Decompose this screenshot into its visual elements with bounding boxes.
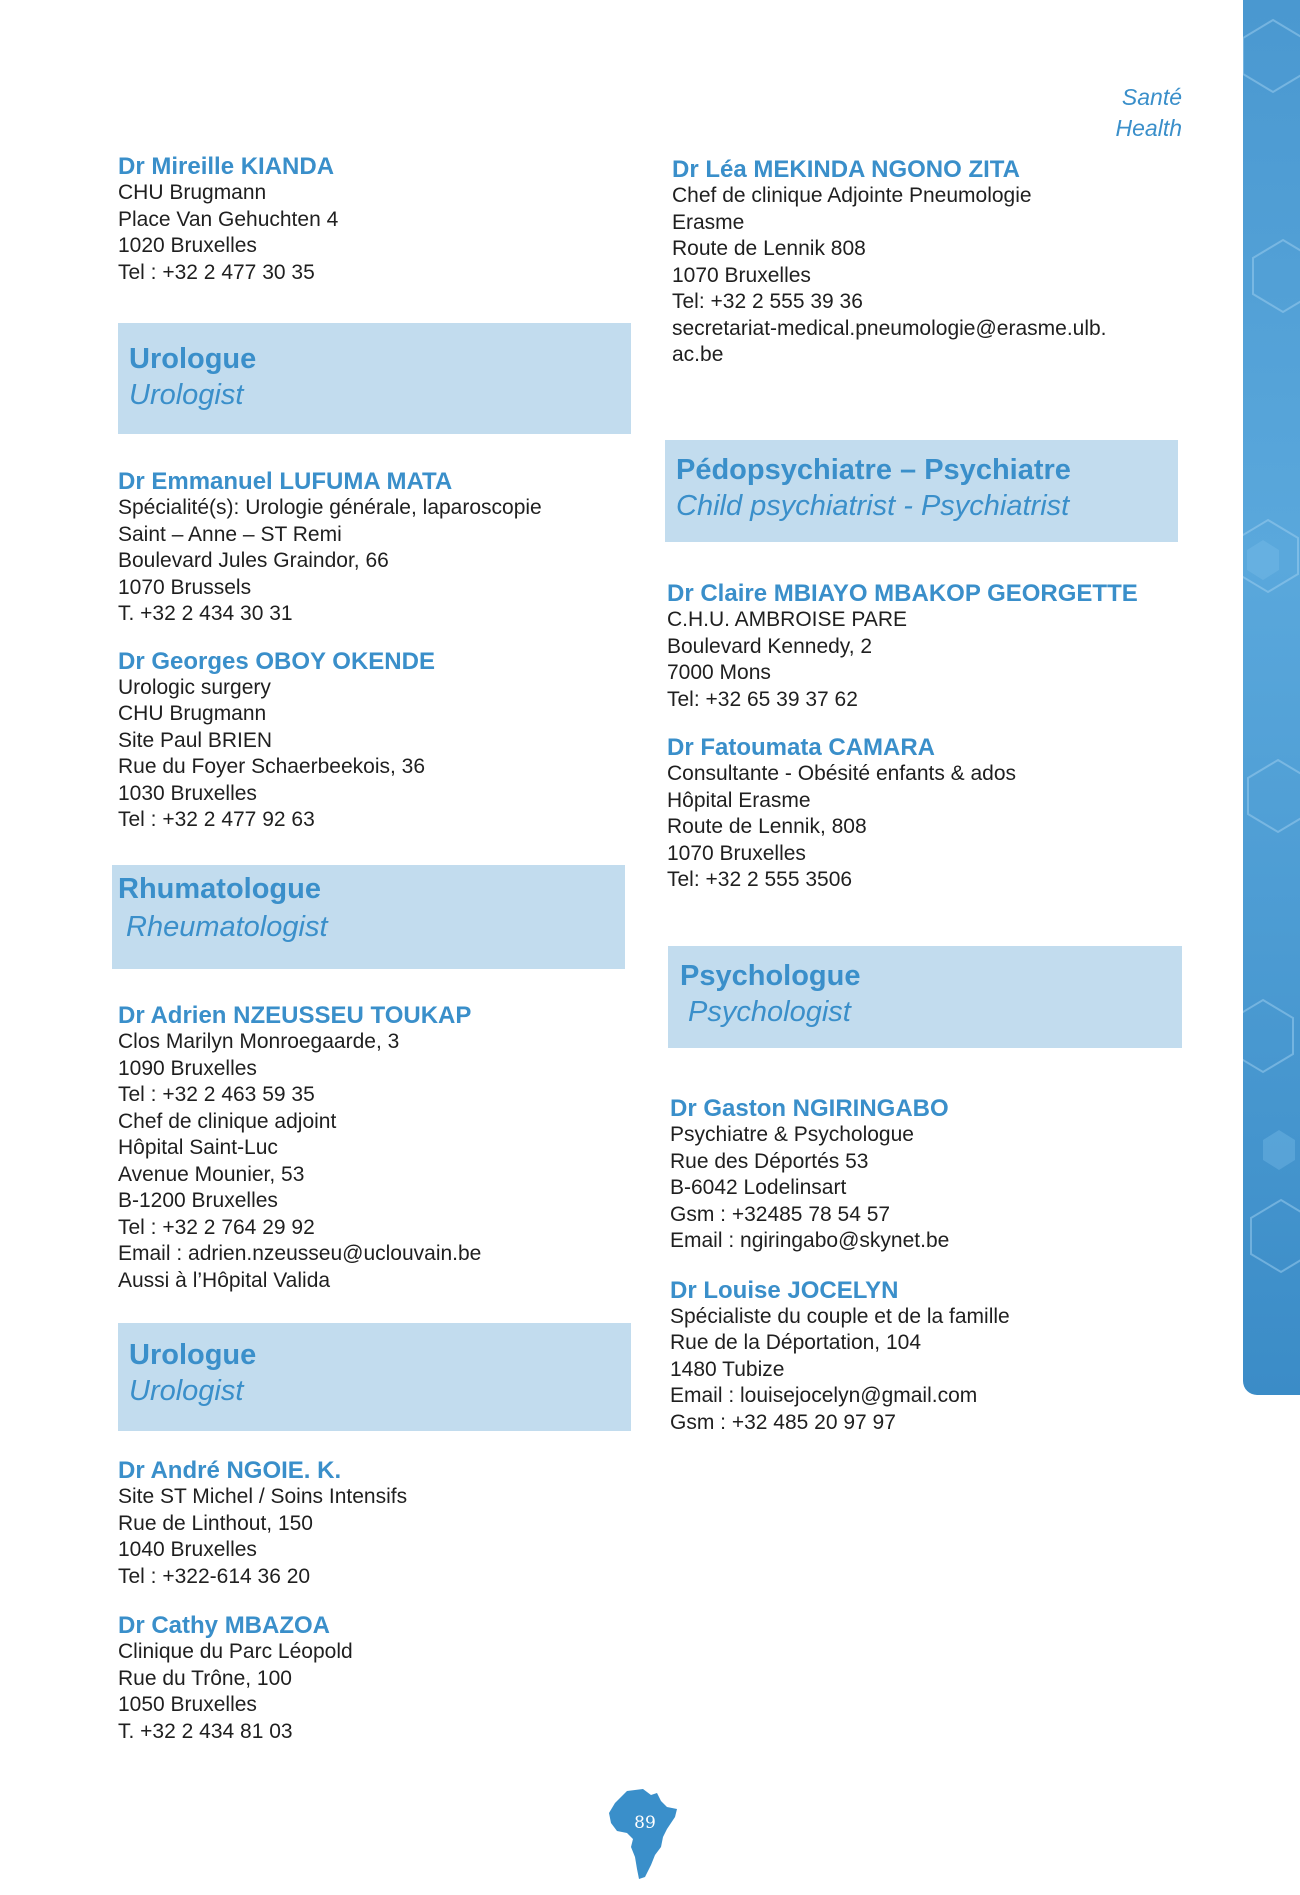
right-column-2 bbox=[667, 580, 1138, 894]
entry-line: 1050 Bruxelles bbox=[118, 1693, 257, 1716]
entry-line: Tel: +32 2 555 39 36 bbox=[672, 290, 863, 313]
entry-line: Email : ngiringabo@skynet.be bbox=[670, 1229, 950, 1252]
entry-line: Tel : +32 2 463 59 35 bbox=[118, 1083, 315, 1106]
decorative-side-band bbox=[1243, 0, 1300, 1395]
entry-line: Hôpital Erasme bbox=[667, 788, 811, 812]
doctor-name: Dr André NGOIE. K. bbox=[118, 1457, 342, 1484]
entry-line: Chef de clinique Adjointe Pneumologie bbox=[672, 184, 1032, 207]
header-sante: Santé bbox=[1121, 84, 1182, 110]
doctor-entry-mekinda bbox=[672, 156, 1107, 369]
entry-line: 1040 Bruxelles bbox=[118, 1538, 257, 1561]
entry-line: Clos Marilyn Monroegaarde, 3 bbox=[118, 1030, 400, 1053]
entry-line: Tel : +32 2 477 30 35 bbox=[118, 260, 315, 284]
entry-line: 1020 Bruxelles bbox=[118, 234, 257, 257]
page-number-badge bbox=[605, 1785, 685, 1895]
doctor-entry-nzeusseu bbox=[118, 1002, 481, 1294]
doctor-entry-oboy bbox=[118, 648, 542, 834]
doctor-name: Dr Georges OBOY OKENDE bbox=[118, 647, 435, 675]
entry-line: Rue de Linthout, 150 bbox=[118, 1511, 313, 1535]
section-urologue-1 bbox=[118, 323, 631, 434]
entry-line: Rue du Trône, 100 bbox=[118, 1666, 292, 1690]
doctor-name: Dr Fatoumata CAMARA bbox=[667, 734, 936, 761]
doctor-name: Dr Claire MBIAYO MBAKOP GEORGETTE bbox=[667, 580, 1138, 607]
entry-line: B-1200 Bruxelles bbox=[118, 1189, 278, 1212]
entry-line: Avenue Mounier, 53 bbox=[118, 1162, 305, 1186]
page-number: 89 bbox=[634, 1813, 656, 1833]
entry-line: 1480 Tubize bbox=[670, 1357, 785, 1381]
entry-line: Tel: +32 2 555 3506 bbox=[667, 868, 853, 891]
africa-map-icon bbox=[605, 1785, 685, 1885]
entry-line: Email : louisejocelyn@gmail.com bbox=[670, 1384, 978, 1407]
entry-line: Chef de clinique adjoint bbox=[118, 1109, 337, 1133]
entry-line: C.H.U. AMBROISE PARE bbox=[667, 608, 907, 631]
entry-line: Psychiatre & Psychologue bbox=[670, 1123, 914, 1146]
entry-line: 1070 Bruxelles bbox=[672, 263, 811, 287]
doctor-name: Dr Emmanuel LUFUMA MATA bbox=[118, 468, 453, 495]
section-title-en: Urologist bbox=[129, 379, 244, 411]
section-title-fr: Pédopsychiatre – Psychiatre bbox=[676, 454, 1071, 486]
hexagon-pattern-icon bbox=[1243, 0, 1300, 1395]
right-column-3 bbox=[670, 1095, 1010, 1436]
header-health: Health bbox=[1115, 115, 1182, 141]
doctor-entry-lufuma bbox=[118, 468, 542, 628]
entry-line: Gsm : +32 485 20 97 97 bbox=[670, 1410, 896, 1434]
entry-line: Boulevard Jules Graindor, 66 bbox=[118, 549, 389, 572]
entry-line: Route de Lennik 808 bbox=[672, 237, 866, 260]
page-header bbox=[1116, 82, 1182, 144]
section-title-en: Rheumatologist bbox=[126, 911, 328, 943]
entry-line: Erasme bbox=[672, 210, 745, 234]
doctor-name: Dr Gaston NGIRINGABO bbox=[670, 1095, 949, 1122]
doctor-name: Dr Adrien NZEUSSEU TOUKAP bbox=[118, 1002, 472, 1029]
doctor-name: Dr Mireille KIANDA bbox=[118, 153, 335, 180]
section-title-fr: Psychologue bbox=[680, 960, 861, 992]
left-column bbox=[118, 153, 338, 286]
entry-line: 1030 Bruxelles bbox=[118, 781, 257, 805]
section-pedopsychiatre bbox=[665, 440, 1178, 542]
section-title-en: Psychologist bbox=[680, 996, 851, 1028]
entry-line: Gsm : +32485 78 54 57 bbox=[670, 1202, 891, 1226]
doctor-entry-ngoie bbox=[118, 1457, 407, 1590]
entry-line: Rue des Déportés 53 bbox=[670, 1149, 869, 1173]
entry-line: Aussi à l’Hôpital Valida bbox=[118, 1268, 331, 1292]
entry-line: 7000 Mons bbox=[667, 661, 771, 684]
entry-line: secretariat-medical.pneumologie@erasme.ulb. bbox=[672, 316, 1107, 340]
entry-line: ac.be bbox=[672, 343, 724, 366]
right-column bbox=[672, 156, 1107, 369]
section-title-en: Urologist bbox=[129, 1375, 244, 1407]
entry-line: Consultante - Obésité enfants & ados bbox=[667, 762, 1017, 785]
entry-line: 1070 Brussels bbox=[118, 575, 252, 599]
doctor-entry-ngiringabo bbox=[670, 1095, 1010, 1255]
section-rhumatologue bbox=[112, 865, 625, 969]
section-title-fr: Rhumatologue bbox=[118, 873, 321, 905]
entry-line: Clinique du Parc Léopold bbox=[118, 1640, 353, 1663]
entry-line: Rue du Foyer Schaerbeekois, 36 bbox=[118, 755, 426, 778]
entry-line: Site ST Michel / Soins Intensifs bbox=[118, 1485, 408, 1508]
section-title-fr: Urologue bbox=[129, 1339, 257, 1371]
entry-line: 1070 Bruxelles bbox=[667, 841, 806, 865]
doctor-entry-jocelyn bbox=[670, 1277, 1010, 1437]
left-column-2 bbox=[118, 468, 542, 834]
entry-line: Spécialité(s): Urologie générale, laparoscopie bbox=[118, 496, 542, 519]
doctor-entry-mbiayo bbox=[667, 580, 1138, 713]
entry-line: Tel : +32 2 477 92 63 bbox=[118, 808, 315, 831]
entry-line: B-6042 Lodelinsart bbox=[670, 1176, 847, 1199]
section-psychologue bbox=[668, 946, 1182, 1048]
section-urologue-2 bbox=[118, 1323, 631, 1431]
entry-line: Email : adrien.nzeusseu@uclouvain.be bbox=[118, 1242, 482, 1265]
entry-line: Tel : +32 2 764 29 92 bbox=[118, 1215, 315, 1239]
entry-line: CHU Brugmann bbox=[118, 702, 267, 725]
entry-line: 1090 Bruxelles bbox=[118, 1056, 257, 1080]
left-column-4 bbox=[118, 1457, 407, 1745]
entry-line: Place Van Gehuchten 4 bbox=[118, 207, 339, 231]
doctor-entry-camara bbox=[667, 734, 1138, 894]
entry-line: Tel : +322-614 36 20 bbox=[118, 1564, 311, 1588]
section-title-fr: Urologue bbox=[129, 343, 257, 375]
doctor-entry-kianda bbox=[118, 153, 338, 286]
entry-line: Rue de la Déportation, 104 bbox=[670, 1331, 922, 1354]
doctor-name: Dr Cathy MBAZOA bbox=[118, 1612, 331, 1639]
entry-line: Site Paul BRIEN bbox=[118, 728, 273, 752]
doctor-name: Dr Louise JOCELYN bbox=[670, 1276, 899, 1304]
entry-line: Boulevard Kennedy, 2 bbox=[667, 634, 873, 658]
doctor-name: Dr Léa MEKINDA NGONO ZITA bbox=[672, 156, 1021, 183]
entry-line: T. +32 2 434 30 31 bbox=[118, 602, 293, 625]
entry-line: Saint – Anne – ST Remi bbox=[118, 522, 342, 546]
entry-line: Urologic surgery bbox=[118, 675, 271, 699]
entry-line: Hôpital Saint-Luc bbox=[118, 1136, 278, 1159]
entry-line: Tel: +32 65 39 37 62 bbox=[667, 687, 858, 711]
doctor-entry-mbazoa bbox=[118, 1612, 407, 1745]
section-title-en: Child psychiatrist - Psychiatrist bbox=[676, 490, 1070, 522]
entry-line: CHU Brugmann bbox=[118, 181, 267, 204]
entry-line: Spécialiste du couple et de la famille bbox=[670, 1304, 1010, 1328]
entry-line: Route de Lennik, 808 bbox=[667, 815, 867, 838]
entry-line: T. +32 2 434 81 03 bbox=[118, 1719, 293, 1743]
left-column-3 bbox=[118, 1002, 481, 1294]
